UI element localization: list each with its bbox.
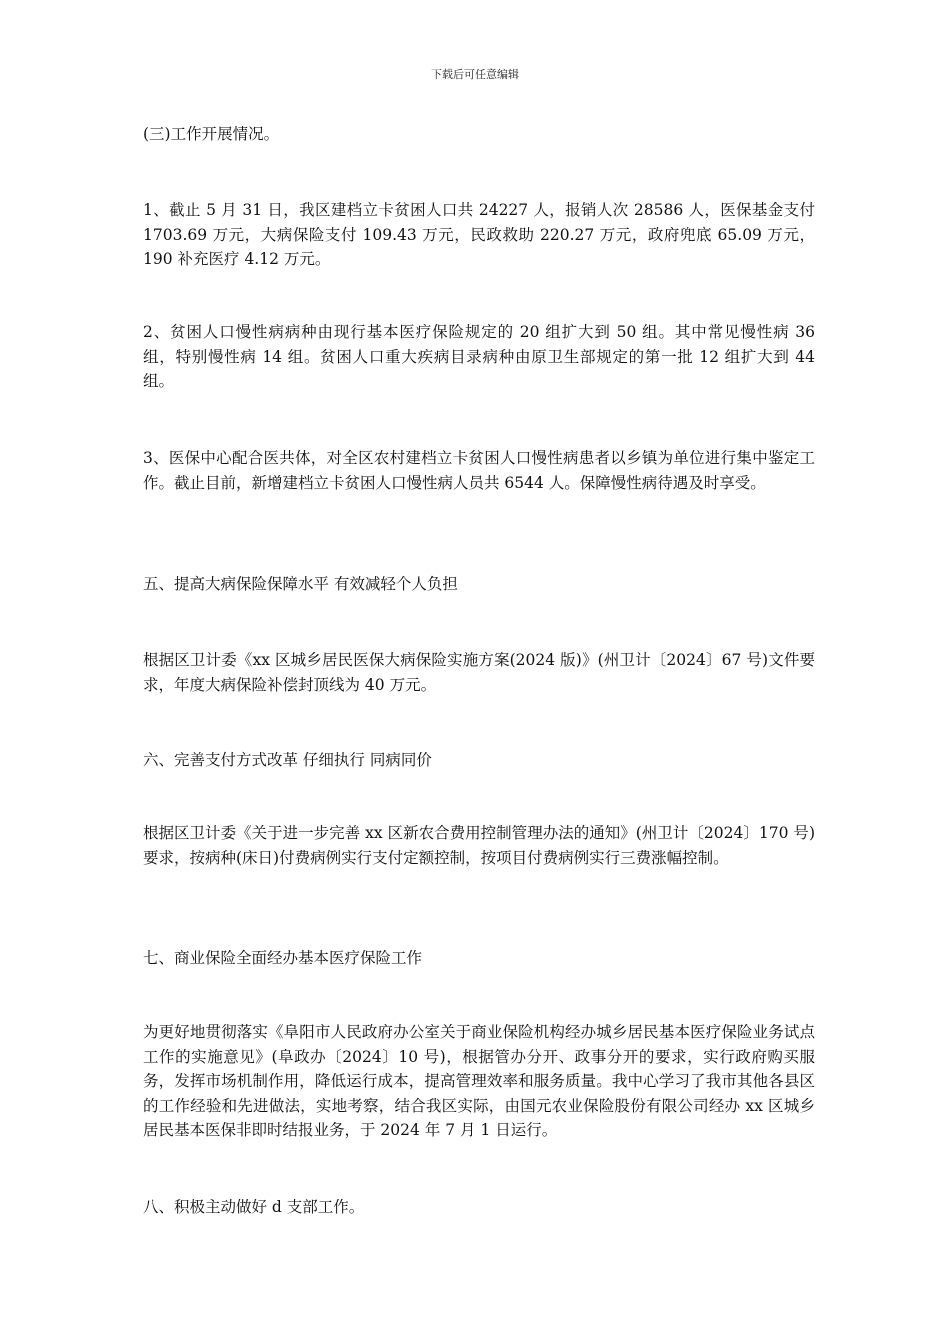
section-heading-7: 七、商业保险全面经办基本医疗保险工作 xyxy=(143,949,423,967)
paragraph-section-6: 根据区卫计委《关于进一步完善 xx 区新农合费用控制管理办法的通知》(州卫计〔2024〕170 号)要求，按病种(床日)付费病例实行支付定额控制，按项目付费病例实行三费涨幅控制。 xyxy=(143,824,815,867)
section-heading-8: 八、积极主动做好 d 支部工作。 xyxy=(143,1198,365,1216)
section-heading-5: 五、提高大病保险保障水平 有效减轻个人负担 xyxy=(143,575,458,593)
section-heading-6: 六、完善支付方式改革 仔细执行 同病同价 xyxy=(143,751,432,769)
paragraph-item-1: 1、截止 5 月 31 日，我区建档立卡贫困人口共 24227 人，报销人次 28586 人，医保基金支付 1703.69 万元，大病保险支付 109.43 万元，民政救助 220.27 万元，政府兜底 65.09 万元，190 补充医疗 4.12 万元。 xyxy=(143,201,815,268)
paragraph-section-5: 根据区卫计委《xx 区城乡居民医保大病保险实施方案(2024 版)》(州卫计〔2024〕67 号)文件要求，年度大病保险补偿封顶线为 40 万元。 xyxy=(143,651,815,694)
page-header-note: 下载后可任意编辑 xyxy=(431,68,519,81)
paragraph-item-3: 3、医保中心配合医共体，对全区农村建档立卡贫困人口慢性病患者以乡镇为单位进行集中鉴定工作。截止目前，新增建档立卡贫困人口慢性病人员共 6544 人。保障慢性病待遇及时享受。 xyxy=(143,449,815,492)
section-heading-work-progress: (三)工作开展情况。 xyxy=(143,125,280,143)
paragraph-item-2: 2、贫困人口慢性病病种由现行基本医疗保险规定的 20 组扩大到 50 组。其中常见慢性病 36 组，特别慢性病 14 组。贫困人口重大疾病目录病种由原卫生部规定的第一批 12 组扩大到 44 组。 xyxy=(143,323,815,390)
paragraph-section-7: 为更好地贯彻落实《阜阳市人民政府办公室关于商业保险机构经办城乡居民基本医疗保险业务试点工作的实施意见》(阜政办〔2024〕10 号)，根据管办分开、政事分开的要求，实行政府购买服务，发挥市场机制作用，降低运行成本，提高管理效率和服务质量。我中心学习了我市其他各县区的工作经验和先进做法，实地考察，结合我区实际，由国元农业保险股份有限公司经办 xx 区城乡居民基本医保非即时结报业务，于 2024 年 7 月 1 日运行。 xyxy=(143,1023,815,1139)
